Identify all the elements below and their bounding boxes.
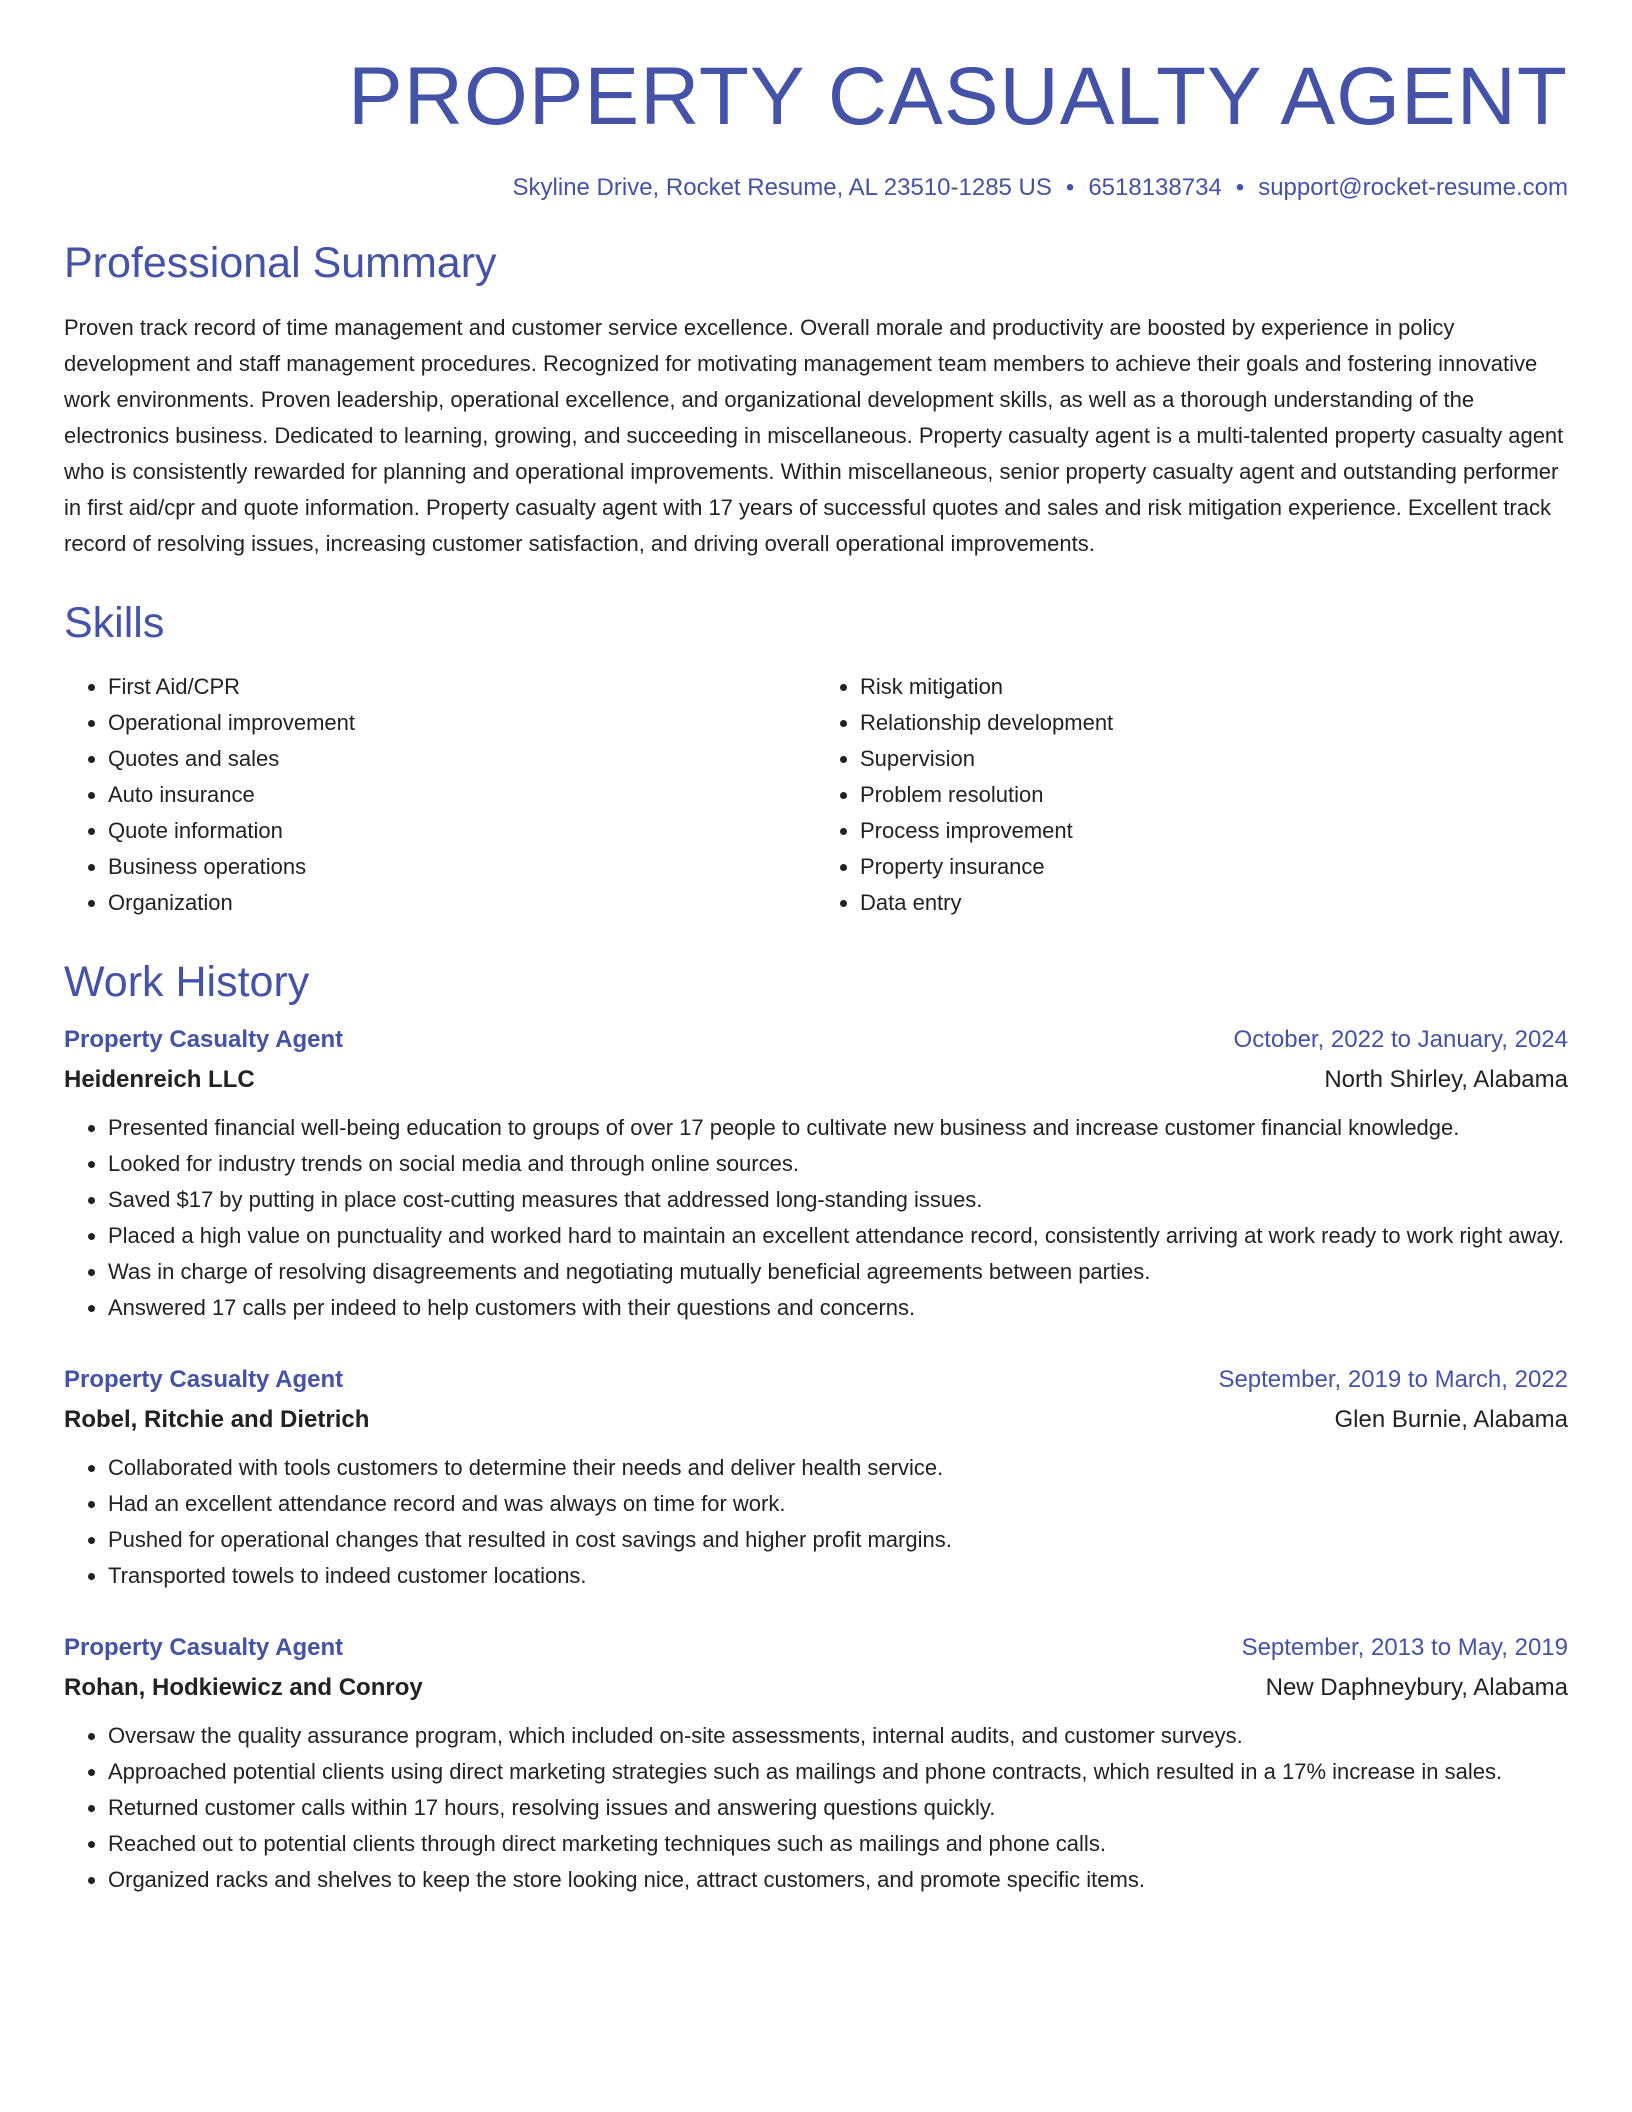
summary-heading: Professional Summary (64, 239, 497, 288)
job-bullet: • Saved $17 by putting in place cost-cutting measures that addressed long-standing issues. (108, 1182, 1568, 1218)
job-title: Property Casualty Agent (64, 1634, 344, 1662)
skill-item: • Data entry (860, 885, 1568, 921)
address: Skyline Drive, Rocket Resume, AL 23510-1285 US (512, 174, 1052, 202)
skills-list-right (816, 669, 1568, 921)
work-history-heading: Work History (64, 957, 310, 1006)
job-bullet: • Was in charge of resolving disagreements and negotiating mutually beneficial agreements between parties. (108, 1254, 1568, 1290)
job-bullet: • Reached out to potential clients through direct marketing techniques such as mailings and phone calls. (108, 1826, 1568, 1862)
summary-section (64, 240, 1568, 561)
company-name: Robel, Ritchie and Dietrich (64, 1406, 370, 1434)
company-name: Heidenreich LLC (64, 1066, 255, 1094)
job-dates: September, 2013 to May, 2019 (1241, 1634, 1568, 1662)
job-title: Property Casualty Agent (64, 1366, 344, 1394)
skill-item: • Process improvement (860, 813, 1568, 849)
job-bullet: • Collaborated with tools customers to determine their needs and deliver health service. (108, 1450, 1568, 1486)
job-location: North Shirley, Alabama (1324, 1066, 1568, 1094)
skill-item: • First Aid/CPR (108, 669, 816, 705)
skills-list-left (64, 669, 816, 921)
email: support@rocket-resume.com (1258, 174, 1568, 202)
job-bullet: • Had an excellent attendance record and was always on time for work. (108, 1486, 1568, 1522)
skill-item: • Problem resolution (860, 777, 1568, 813)
phone: 6518138734 (1088, 174, 1222, 202)
job-location: Glen Burnie, Alabama (1334, 1406, 1568, 1434)
work-history-section (64, 959, 1568, 1898)
job-bullets (64, 1718, 1568, 1898)
separator-dot: • (1235, 174, 1245, 202)
jobs-list (64, 1020, 1568, 1898)
skill-item: • Supervision (860, 741, 1568, 777)
job-bullet: • Placed a high value on punctuality and worked hard to maintain an excellent attendance record, consistently arriving at work ready to work right away. (108, 1218, 1568, 1254)
contact-line (64, 174, 1568, 202)
job-dates: September, 2019 to March, 2022 (1218, 1366, 1568, 1394)
job-entry (64, 1628, 1568, 1898)
skill-item: • Relationship development (860, 705, 1568, 741)
job-bullet: • Organized racks and shelves to keep the store looking nice, attract customers, and promote specific items. (108, 1862, 1568, 1898)
skill-item: • Quote information (108, 813, 816, 849)
job-bullet: • Pushed for operational changes that resulted in cost savings and higher profit margins. (108, 1522, 1568, 1558)
company-name: Rohan, Hodkiewicz and Conroy (64, 1674, 423, 1702)
skills-section (64, 600, 1568, 921)
job-bullet: • Oversaw the quality assurance program, which included on-site assessments, internal audits, and customer surveys. (108, 1718, 1568, 1754)
job-bullets (64, 1450, 1568, 1594)
skills-heading: Skills (64, 598, 165, 647)
skill-item: • Property insurance (860, 849, 1568, 885)
job-bullets (64, 1110, 1568, 1326)
candidate-name: PROPERTY CASUALTY AGENT (348, 51, 1568, 142)
job-entry (64, 1360, 1568, 1594)
separator-dot: • (1065, 174, 1075, 202)
skill-item: • Quotes and sales (108, 741, 816, 777)
job-entry (64, 1020, 1568, 1326)
job-dates: October, 2022 to January, 2024 (1233, 1026, 1568, 1054)
skill-item: • Business operations (108, 849, 816, 885)
job-bullet: • Presented financial well-being education to groups of over 17 people to cultivate new business and increase customer financial knowledge. (108, 1110, 1568, 1146)
job-bullet: • Looked for industry trends on social media and through online sources. (108, 1146, 1568, 1182)
job-bullet: • Returned customer calls within 17 hours, resolving issues and answering questions quickly. (108, 1790, 1568, 1826)
skill-item: • Organization (108, 885, 816, 921)
job-bullet: • Approached potential clients using direct marketing strategies such as mailings and phone contracts, which resulted in a 17% increase in sales. (108, 1754, 1568, 1790)
job-location: New Daphneybury, Alabama (1265, 1674, 1568, 1702)
skills-columns (64, 669, 1568, 921)
resume-header (64, 0, 1568, 202)
job-bullet: • Answered 17 calls per indeed to help customers with their questions and concerns. (108, 1290, 1568, 1326)
skill-item: • Risk mitigation (860, 669, 1568, 705)
job-title: Property Casualty Agent (64, 1026, 344, 1054)
skill-item: • Auto insurance (108, 777, 816, 813)
summary-text: Proven track record of time management and customer service excellence. Overall morale and productivity are boosted by experience in policy development and staff management procedures. Recognized for motivating management team members to achieve their goals and fostering innovative work environments. Proven leadership, operational excellence, and organizational development skills, as well as a thorough understanding of the electronics business. Dedicated to learning, growing, and succeeding in miscellaneous. Property casualty agent is a multi-talented property casualty agent who is consistently rewarded for planning and operational improvements. Within miscellaneous, senior property casualty agent and outstanding performer in first aid/cpr and quote information. Property casualty agent with 17 years of successful quotes and sales and risk mitigation experience. Excellent track record of resolving issues, increasing customer satisfaction, and driving overall operational improvements. (64, 314, 1564, 556)
job-bullet: • Transported towels to indeed customer locations. (108, 1558, 1568, 1594)
skill-item: • Operational improvement (108, 705, 816, 741)
